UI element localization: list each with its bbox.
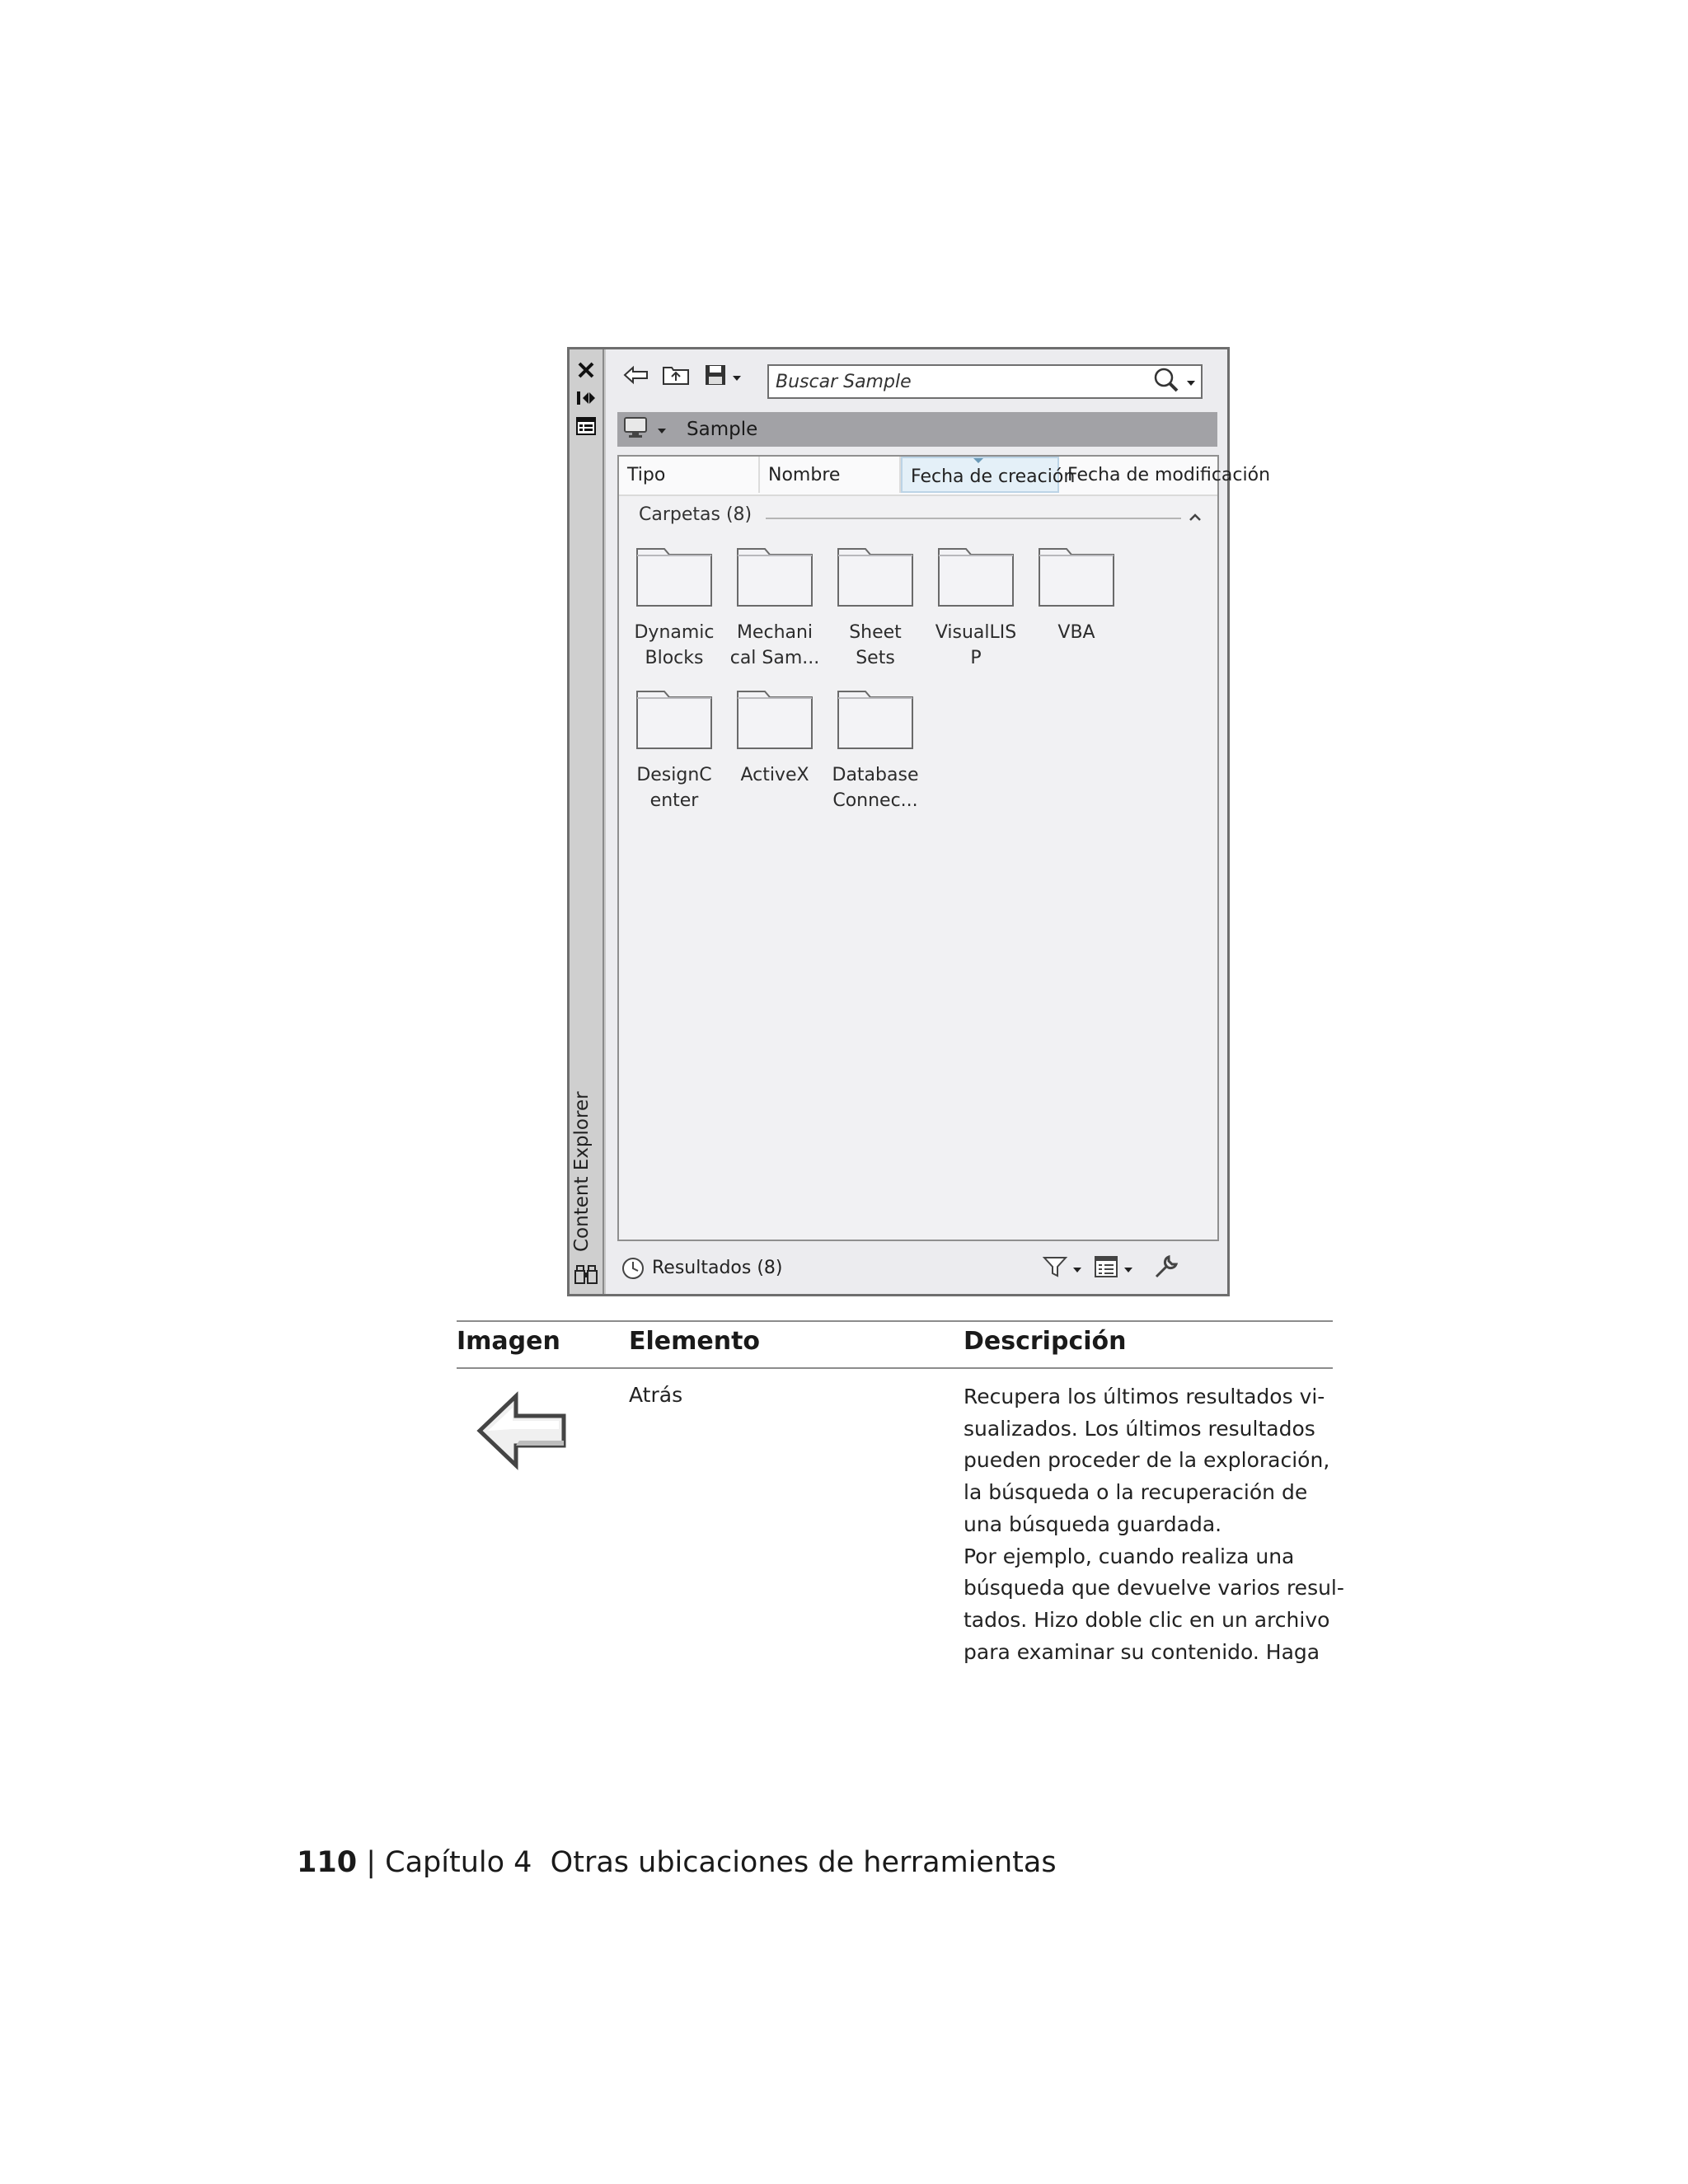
group-divider	[766, 518, 1181, 519]
column-header-nombre[interactable]: Nombre	[760, 457, 901, 493]
save-icon	[704, 363, 727, 390]
element-name: Atrás	[629, 1383, 683, 1407]
properties-icon[interactable]	[573, 414, 599, 438]
column-header-label: Fecha de creación	[911, 466, 1076, 487]
description-line: búsqueda que devuelve varios resul-	[964, 1576, 1344, 1601]
folder-name: Mechani cal Sam...	[729, 622, 820, 668]
folder-icon	[635, 688, 714, 751]
search-box	[767, 364, 1203, 399]
clock-icon	[621, 1256, 645, 1281]
table-header-image: Imagen	[457, 1327, 560, 1356]
folder-name: VisualLIS P	[935, 622, 1017, 668]
element-description	[964, 1381, 1344, 1668]
view-options-button[interactable]	[1094, 1254, 1133, 1282]
folder-item[interactable]	[724, 546, 825, 671]
computer-icon	[622, 415, 650, 443]
content-area	[617, 455, 1271, 1241]
folder-name: VBA	[1057, 622, 1095, 643]
up-folder-icon	[662, 364, 690, 389]
folder-icon	[735, 546, 814, 608]
sort-indicator-icon	[973, 458, 983, 463]
description-line: pueden proceder de la exploración,	[964, 1448, 1330, 1473]
close-icon[interactable]	[573, 358, 599, 382]
up-folder-button[interactable]	[660, 361, 692, 392]
results-count: Resultados (8)	[652, 1258, 783, 1278]
folder-item[interactable]	[624, 546, 724, 671]
folder-item[interactable]	[926, 546, 1026, 671]
panel-title: Content Explorer	[571, 1091, 593, 1252]
chapter-label: Capítulo 4	[385, 1846, 532, 1879]
panel-side-bar	[570, 349, 604, 1294]
folder-name: DesignC enter	[636, 765, 712, 811]
search-input[interactable]	[776, 369, 1130, 394]
chapter-title: Otras ubicaciones de herramientas	[550, 1846, 1057, 1879]
view-options-icon	[1094, 1255, 1118, 1282]
panel-main	[606, 349, 1271, 1294]
status-bar	[606, 1248, 1227, 1292]
content-explorer-panel	[567, 347, 1271, 1296]
search-icon	[1153, 367, 1179, 396]
folder-name: Database Connec...	[832, 765, 919, 811]
toolbar	[606, 349, 1227, 404]
filter-button[interactable]	[1043, 1254, 1082, 1282]
dropdown-arrow-icon	[732, 369, 742, 385]
collapse-icon[interactable]	[573, 386, 599, 410]
group-header	[639, 504, 1207, 532]
table-top-rule	[457, 1320, 1333, 1322]
folder-name: Sheet Sets	[849, 622, 902, 668]
description-line: tados. Hizo doble clic en un archivo	[964, 1607, 1330, 1632]
binoculars-icon[interactable]	[573, 1263, 599, 1287]
folder-item[interactable]	[624, 688, 724, 813]
group-collapse-button[interactable]	[1183, 504, 1207, 529]
folder-icon	[836, 688, 915, 751]
folder-icon	[635, 546, 714, 608]
folder-name: ActiveX	[740, 765, 809, 785]
group-label: Carpetas (8)	[639, 504, 753, 525]
footer-separator: |	[366, 1846, 376, 1879]
description-line: una búsqueda guardada.	[964, 1511, 1222, 1536]
settings-wrench-icon	[1153, 1254, 1179, 1283]
back-arrow-icon	[623, 365, 649, 388]
path-label[interactable]: Sample	[687, 419, 758, 440]
search-button[interactable]	[1138, 368, 1196, 396]
table-header-description: Descripción	[964, 1327, 1127, 1356]
location-dropdown[interactable]	[622, 415, 672, 443]
folder-item[interactable]	[825, 546, 926, 671]
description-line: sualizados. Los últimos resultados	[964, 1416, 1315, 1441]
chevron-up-icon	[1189, 509, 1202, 525]
path-bar	[617, 412, 1217, 447]
column-header-tipo[interactable]: Tipo	[619, 457, 760, 493]
folder-item[interactable]	[825, 688, 926, 813]
folder-item[interactable]	[724, 688, 825, 788]
folder-name: Dynamic Blocks	[634, 622, 715, 668]
description-line: Recupera los últimos resultados vi-	[964, 1385, 1325, 1408]
filter-icon	[1043, 1255, 1067, 1282]
chevron-down-icon	[1123, 1261, 1133, 1277]
description-line: Por ejemplo, cuando realiza una	[964, 1544, 1295, 1568]
folder-icon	[836, 546, 915, 608]
description-line: la búsqueda o la recuperación de	[964, 1480, 1308, 1505]
folder-icon	[1037, 546, 1116, 608]
folder-item[interactable]	[1026, 546, 1127, 645]
table-header-rule	[457, 1367, 1333, 1369]
column-header-fecha-creacion[interactable]	[901, 457, 1076, 493]
folder-icon	[735, 688, 814, 751]
folder-icon	[936, 546, 1015, 608]
chevron-down-icon	[657, 422, 667, 438]
chevron-down-icon	[1186, 374, 1196, 390]
description-line: para examinar su contenido. Haga	[964, 1639, 1320, 1664]
column-headers	[619, 457, 1271, 496]
back-button[interactable]	[621, 361, 652, 392]
page-number: 110	[297, 1846, 358, 1879]
save-dropdown[interactable]	[726, 361, 748, 392]
column-header-fecha-modificacion[interactable]: Fecha de modificación	[1067, 465, 1271, 485]
page-footer	[297, 1846, 1057, 1879]
chevron-down-icon	[1072, 1261, 1082, 1277]
back-arrow-icon	[476, 1391, 569, 1474]
settings-button[interactable]	[1153, 1254, 1179, 1282]
table-header-element: Elemento	[629, 1327, 761, 1356]
